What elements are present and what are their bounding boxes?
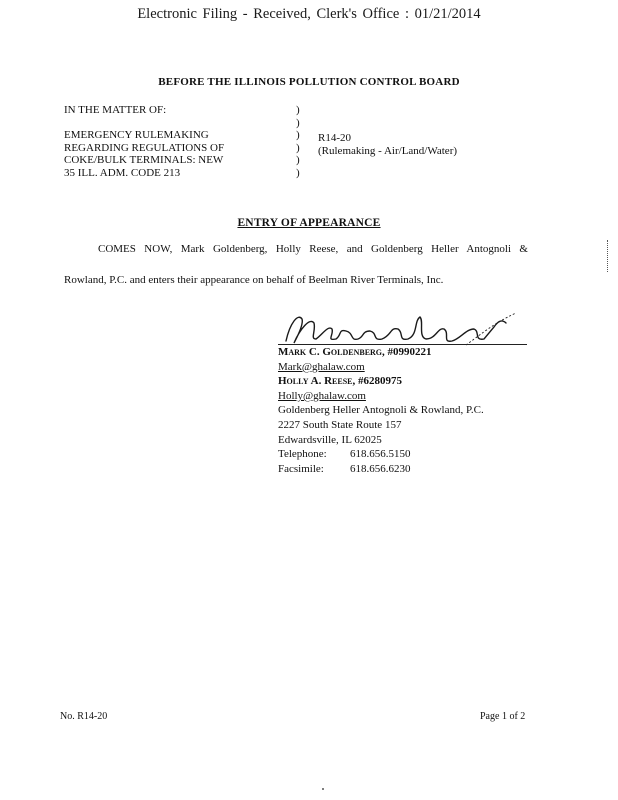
board-title: BEFORE THE ILLINOIS POLLUTION CONTROL BOARD (158, 76, 460, 88)
scan-mark (607, 240, 609, 272)
entry-title: ENTRY OF APPEARANCE (237, 217, 381, 229)
case-type: (Rulemaking - Air/Land/Water) (318, 144, 458, 157)
firm-name: Goldenberg Heller Antognoli & Rowland, P.C. (278, 404, 484, 417)
caption-paren: ) (296, 104, 300, 116)
address-line-1: 2227 South State Route 157 (278, 418, 402, 431)
attorney-email-1[interactable]: Mark@ghalaw.com (278, 360, 365, 373)
telephone-label: Telephone: (278, 448, 327, 461)
case-number: R14-20 (318, 132, 351, 144)
caption-paren: ) (296, 154, 300, 166)
attorney-name-2: Holly A. Reese, #6280975 (278, 375, 402, 388)
telephone-row (278, 447, 484, 462)
caption-line: EMERGENCY RULEMAKING (64, 129, 209, 141)
footer-page-number: Page 1 of 2 (480, 711, 526, 722)
caption-case-info (318, 132, 457, 157)
scan-dot (322, 788, 324, 790)
footer-case-number: No. R14-20 (60, 711, 108, 722)
facsimile-row (278, 462, 484, 477)
caption-paren: ) (296, 116, 300, 129)
caption-paren: ) (296, 129, 300, 141)
facsimile-number: 618.656.6230 (350, 462, 411, 475)
filing-stamp: Electronic Filing - Received, Clerk's Office : 01/21/2014 (137, 6, 481, 22)
attorney-name-1: Mark C. Goldenberg, #0990221 (278, 346, 432, 358)
caption-line: IN THE MATTER OF: (64, 104, 167, 116)
caption-parens (296, 104, 300, 179)
signature-block (278, 345, 484, 476)
caption-line: COKE/BULK TERMINALS: NEW (64, 154, 224, 166)
caption-matter (64, 104, 224, 179)
body-paragraph-line2: Rowland, P.C. and enters their appearance on behalf of Beelman River Terminals, Inc. (64, 274, 444, 286)
telephone-number: 618.656.5150 (350, 448, 411, 461)
caption-line (64, 117, 224, 130)
caption-paren: ) (296, 141, 300, 154)
caption-line: 35 ILL. ADM. CODE 213 (64, 166, 181, 179)
attorney-email-2[interactable]: Holly@ghalaw.com (278, 389, 366, 402)
caption-line: REGARDING REGULATIONS OF (64, 141, 225, 154)
facsimile-label: Facsimile: (278, 462, 324, 475)
caption-paren: ) (296, 166, 300, 179)
address-line-2: Edwardsville, IL 62025 (278, 433, 382, 446)
body-paragraph-line1: COMES NOW, Mark Goldenberg, Holly Reese, and Goldenberg Heller Antognoli & (98, 243, 528, 255)
